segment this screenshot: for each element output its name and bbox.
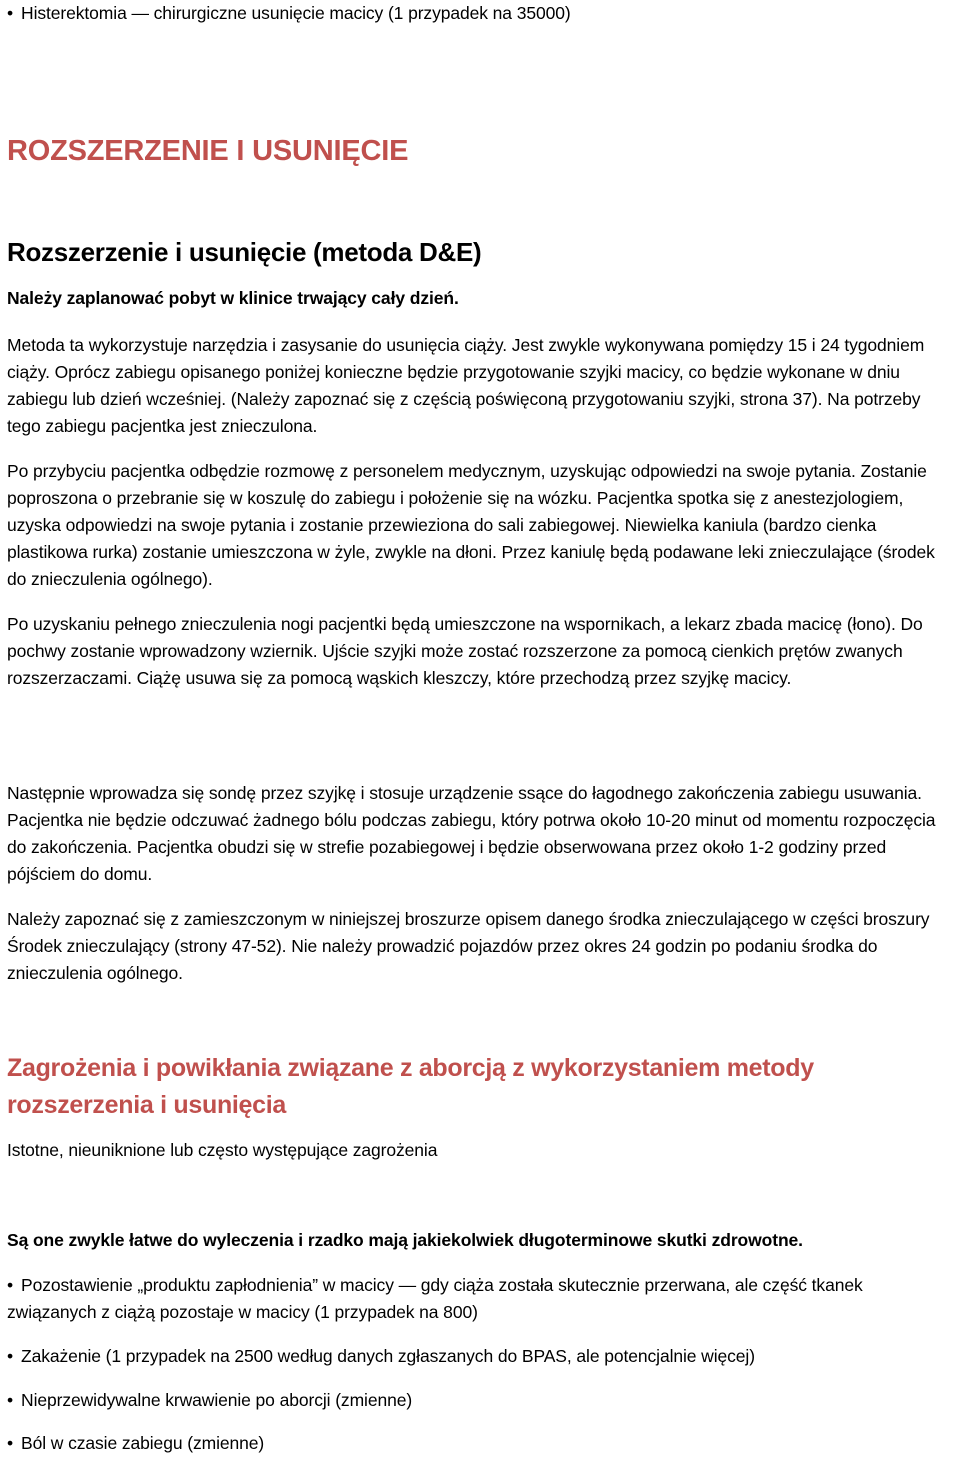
paragraph: Po przybyciu pacjentka odbędzie rozmowę z personelem medycznym, uzyskując odpowiedzi na swoje pytania. Zostanie poproszona o przebranie się w koszulę do zabiegu i położenie się na wózku. Pacjentka spotka się z anestezjologiem, uzyska odpowiedzi na swoje pytania i zostanie przewieziona do sali zabiegowej. Niewielka kaniula (bardzo cienka plastikowa rurka) zostanie umieszczona w żyle, zwykle na dłoni. Przez kaniulę będą podawane leki znieczulające (środek do znieczulenia ogólnego). — [7, 461, 935, 589]
list-item — [7, 1387, 955, 1414]
paragraph: Następnie wprowadza się sondę przez szyjkę i stosuje urządzenie ssące do łagodnego zakończenia zabiegu usuwania. Pacjentka nie będzie odczuwać żadnego bólu podczas zabiegu, który potrwa około 10-20 minut od momentu rozpoczęcia do zakończenia. Pacjentka obudzi się w strefie pozabiegowej i będzie obserwowana przez około 1-2 godziny przed pójściem do domu. — [7, 783, 936, 884]
list-item-text: Nieprzewidywalne krwawienie po aborcji (zmienne) — [21, 1390, 413, 1410]
risks-subtitle: Istotne, nieuniknione lub często występujące zagrożenia — [7, 1140, 438, 1160]
list-item — [7, 1343, 955, 1370]
bold-statement: Są one zwykle łatwe do wyleczenia i rzadko mają jakiekolwiek długoterminowe skutki zdrowotne. — [7, 1230, 803, 1250]
list-item-text: Zakażenie (1 przypadek na 2500 według danych zgłaszanych do BPAS, ale potencjalnie więcej) — [21, 1346, 755, 1366]
risks-heading: Zagrożenia i powikłania związane z aborcją z wykorzystaniem metody rozszerzenia i usunięcia — [7, 1054, 814, 1119]
bullet-marker: • — [7, 1275, 14, 1295]
paragraph: Po uzyskaniu pełnego znieczulenia nogi pacjentki będą umieszczone na wspornikach, a lekarz zbada macicę (łono). Do pochwy zostanie wprowadzony wziernik. Ujście szyjki może zostać rozszerzone za pomocą cienkich prętów zwanych rozszerzaczami. Ciążę usuwa się za pomocą wąskich kleszczy, które przechodzą przez szyjkę macicy. — [7, 614, 923, 688]
section-heading: ROZSZERZENIE I USUNIĘCIE — [7, 135, 409, 167]
bullet-marker: • — [7, 1433, 14, 1453]
bullet-marker: • — [7, 1390, 14, 1410]
section-subheading: Rozszerzenie i usunięcie (metoda D&E) — [7, 237, 482, 267]
bullet-marker: • — [7, 1346, 14, 1366]
paragraph: Należy zapoznać się z zamieszczonym w niniejszej broszurze opisem danego środka znieczulającego w części broszury Środek znieczulający (strony 47-52). Nie należy prowadzić pojazdów przez okres 24 godzin po podaniu środka do znieczulenia ogólnego. — [7, 909, 930, 983]
bullet-marker: • — [7, 3, 14, 23]
list-item — [7, 1272, 955, 1326]
paragraph: Metoda ta wykorzystuje narzędzia i zasysanie do usunięcia ciąży. Jest zwykle wykonywana pomiędzy 15 i 24 tygodniem ciąży. Oprócz zabiegu opisanego poniżej konieczne będzie przygotowanie szyjki macicy, co będzie wykonane w dniu zabiegu lub dzień wcześniej. (Należy zapoznać się z częścią poświęconą przygotowaniu szyjki, strona 37). Na potrzeby tego zabiegu pacjentka jest znieczulona. — [7, 335, 925, 436]
list-item — [7, 1430, 955, 1457]
list-item — [7, 0, 955, 27]
bold-note: Należy zaplanować pobyt w klinice trwający cały dzień. — [7, 288, 459, 308]
list-item-text: Pozostawienie „produktu zapłodnienia” w macicy — gdy ciąża została skutecznie przerwana, ale część tkanek związanych z ciążą pozostaje w macicy (1 przypadek na 800) — [7, 1275, 863, 1322]
list-item-text: Ból w czasie zabiegu (zmienne) — [21, 1433, 265, 1453]
list-item-text: Histerektomia — chirurgiczne usunięcie macicy (1 przypadek na 35000) — [21, 3, 571, 23]
